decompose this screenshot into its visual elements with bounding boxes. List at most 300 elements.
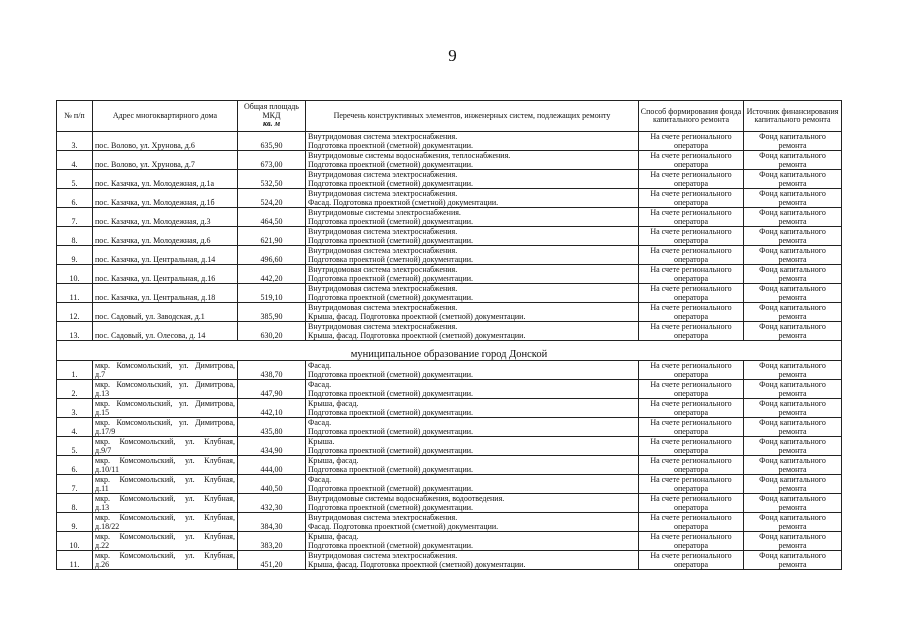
funding-method-cell bbox=[639, 380, 744, 399]
funding-method-line: На счете регионального bbox=[650, 437, 732, 446]
row-works-line: Подготовка проектной (сметной) документации. bbox=[308, 426, 474, 436]
funding-source-line: ремонта bbox=[778, 178, 807, 188]
row-address: пос. Казачка, ул. Молодежная, д.3 bbox=[93, 208, 238, 227]
row-number: 6. bbox=[57, 189, 93, 208]
row-works-line: Фасад. Подготовка проектной (сметной) документации. bbox=[308, 521, 499, 531]
table-row bbox=[57, 513, 842, 532]
funding-method-line: оператора bbox=[673, 540, 709, 550]
table-row bbox=[57, 265, 842, 284]
row-number: 8. bbox=[57, 227, 93, 246]
row-address bbox=[93, 418, 238, 437]
funding-source-line: Фонд капитального bbox=[759, 170, 826, 179]
header-source: Источник финансирования капитального ремонта bbox=[744, 101, 842, 132]
funding-source-line: Фонд капитального bbox=[759, 513, 826, 522]
row-works-line: Подготовка проектной (сметной) документации. bbox=[308, 464, 474, 474]
row-address-line: д.17/9 bbox=[95, 426, 116, 436]
row-address bbox=[93, 513, 238, 532]
funding-method-line: оператора bbox=[673, 502, 709, 512]
table-row bbox=[57, 132, 842, 151]
funding-source-cell bbox=[744, 246, 842, 265]
table-row bbox=[57, 380, 842, 399]
funding-method-line: На счете регионального bbox=[650, 513, 732, 522]
funding-source-line: ремонта bbox=[778, 521, 807, 531]
row-works-line: Подготовка проектной (сметной) документации. bbox=[308, 140, 474, 150]
funding-method-line: На счете регионального bbox=[650, 208, 732, 217]
table-row bbox=[57, 208, 842, 227]
funding-source-line: Фонд капитального bbox=[759, 265, 826, 274]
row-address-line: д.13 bbox=[95, 388, 110, 398]
row-works bbox=[306, 513, 639, 532]
row-address-line: д.26 bbox=[95, 559, 110, 569]
funding-method-line: оператора bbox=[673, 140, 709, 150]
row-works-line: Крыша, фасад. bbox=[308, 399, 359, 408]
row-works-line: Подготовка проектной (сметной) документации. bbox=[308, 445, 474, 455]
funding-method-line: оператора bbox=[673, 159, 709, 169]
table-header bbox=[57, 101, 842, 132]
row-area: 621,90 bbox=[238, 227, 306, 246]
row-works bbox=[306, 227, 639, 246]
row-number: 10. bbox=[57, 265, 93, 284]
funding-method-cell bbox=[639, 227, 744, 246]
row-works-line: Крыша, фасад. bbox=[308, 456, 359, 465]
funding-source-cell bbox=[744, 170, 842, 189]
row-area: 384,30 bbox=[238, 513, 306, 532]
funding-method-line: оператора bbox=[673, 178, 709, 188]
funding-source-line: Фонд капитального bbox=[759, 399, 826, 408]
row-number: 8. bbox=[57, 494, 93, 513]
funding-source-line: ремонта bbox=[778, 426, 807, 436]
section-row bbox=[57, 341, 842, 361]
row-works-line: Фасад. bbox=[308, 380, 332, 389]
row-address-line: мкр. Комсомольский, ул. Клубная, bbox=[95, 532, 235, 541]
row-works-line: Подготовка проектной (сметной) документации. bbox=[308, 178, 474, 188]
row-address bbox=[93, 380, 238, 399]
funding-method-line: На счете регионального bbox=[650, 551, 732, 560]
funding-source-cell bbox=[744, 151, 842, 170]
row-number: 9. bbox=[57, 246, 93, 265]
row-works bbox=[306, 551, 639, 570]
funding-method-line: На счете регионального bbox=[650, 418, 732, 427]
funding-method-cell bbox=[639, 418, 744, 437]
section-title: муниципальное образование город Донской bbox=[57, 341, 842, 361]
row-number: 5. bbox=[57, 437, 93, 456]
funding-source-line: Фонд капитального bbox=[759, 437, 826, 446]
header-works: Перечень конструктивных элементов, инженерных систем, подлежащих ремонту bbox=[306, 101, 639, 132]
row-area: 383,20 bbox=[238, 532, 306, 551]
row-area: 435,80 bbox=[238, 418, 306, 437]
table-row bbox=[57, 303, 842, 322]
row-number: 3. bbox=[57, 399, 93, 418]
funding-source-line: ремонта bbox=[778, 445, 807, 455]
row-number: 9. bbox=[57, 513, 93, 532]
row-address-line: мкр. Комсомольский, ул. Димитрова, bbox=[95, 418, 235, 427]
row-number: 7. bbox=[57, 208, 93, 227]
funding-source-cell bbox=[744, 361, 842, 380]
row-works bbox=[306, 532, 639, 551]
funding-method-cell bbox=[639, 322, 744, 341]
funding-source-line: ремонта bbox=[778, 292, 807, 302]
row-works-line: Подготовка проектной (сметной) документации. bbox=[308, 407, 474, 417]
header-method: Способ формирования фонда капитального ремонта bbox=[639, 101, 744, 132]
table-body bbox=[57, 132, 842, 570]
funding-source-cell bbox=[744, 284, 842, 303]
funding-source-line: ремонта bbox=[778, 273, 807, 283]
row-number: 10. bbox=[57, 532, 93, 551]
row-address: пос. Казачка, ул. Молодежная, д.6 bbox=[93, 227, 238, 246]
row-works-line: Подготовка проектной (сметной) документации. bbox=[308, 502, 474, 512]
table-row bbox=[57, 361, 842, 380]
row-works-line: Подготовка проектной (сметной) документации. bbox=[308, 216, 474, 226]
funding-source-line: ремонта bbox=[778, 559, 807, 569]
row-address-line: мкр. Комсомольский, ул. Клубная, bbox=[95, 551, 235, 560]
table-row bbox=[57, 399, 842, 418]
repair-program-table bbox=[56, 100, 842, 570]
row-works bbox=[306, 361, 639, 380]
funding-method-line: оператора bbox=[673, 426, 709, 436]
table-row bbox=[57, 151, 842, 170]
row-address-line: д.13 bbox=[95, 502, 110, 512]
row-works-line: Крыша, фасад. Подготовка проектной (сметной) документации. bbox=[308, 559, 526, 569]
row-address-line: д.22 bbox=[95, 540, 110, 550]
row-address bbox=[93, 551, 238, 570]
row-works-line: Внутридомовые системы водоснабжения, водоотведения. bbox=[308, 494, 505, 503]
funding-source-line: Фонд капитального bbox=[759, 380, 826, 389]
funding-method-line: оператора bbox=[673, 521, 709, 531]
funding-method-line: На счете регионального bbox=[650, 322, 732, 331]
funding-method-line: оператора bbox=[673, 330, 709, 340]
funding-source-line: Фонд капитального bbox=[759, 284, 826, 293]
row-area: 519,10 bbox=[238, 284, 306, 303]
row-address bbox=[93, 437, 238, 456]
row-address: пос. Казачка, ул. Молодежная, д.1б bbox=[93, 189, 238, 208]
funding-source-line: Фонд капитального bbox=[759, 494, 826, 503]
funding-method-line: На счете регионального bbox=[650, 170, 732, 179]
row-works-line: Подготовка проектной (сметной) документации. bbox=[308, 292, 474, 302]
row-works-line: Подготовка проектной (сметной) документации. bbox=[308, 388, 474, 398]
funding-method-line: оператора bbox=[673, 216, 709, 226]
row-works-line: Фасад. bbox=[308, 475, 332, 484]
funding-source-line: Фонд капитального bbox=[759, 227, 826, 236]
row-works-line: Внутридомовая система электроснабжения. bbox=[308, 551, 458, 560]
page-number: 9 bbox=[448, 46, 457, 65]
row-works-line: Внутридомовая система электроснабжения. bbox=[308, 189, 458, 198]
funding-source-cell bbox=[744, 227, 842, 246]
funding-method-line: На счете регионального bbox=[650, 399, 732, 408]
row-works bbox=[306, 170, 639, 189]
funding-method-cell bbox=[639, 246, 744, 265]
row-works bbox=[306, 189, 639, 208]
row-address-line: мкр. Комсомольский, ул. Клубная, bbox=[95, 475, 235, 484]
funding-source-cell bbox=[744, 322, 842, 341]
funding-method-cell bbox=[639, 208, 744, 227]
funding-method-line: На счете регионального bbox=[650, 494, 732, 503]
row-area: 630,20 bbox=[238, 322, 306, 341]
row-area: 444,00 bbox=[238, 456, 306, 475]
row-area: 673,00 bbox=[238, 151, 306, 170]
funding-source-cell bbox=[744, 303, 842, 322]
row-works bbox=[306, 246, 639, 265]
row-works bbox=[306, 456, 639, 475]
row-works-line: Внутридомовая система электроснабжения. bbox=[308, 132, 458, 141]
row-works-line: Подготовка проектной (сметной) документации. bbox=[308, 540, 474, 550]
header-area-unit: кв. м bbox=[262, 119, 281, 129]
funding-method-line: На счете регионального bbox=[650, 284, 732, 293]
funding-method-cell bbox=[639, 456, 744, 475]
row-works bbox=[306, 151, 639, 170]
header-area bbox=[238, 101, 306, 132]
funding-method-cell bbox=[639, 494, 744, 513]
funding-method-line: оператора bbox=[673, 388, 709, 398]
row-works-line: Внутридомовая система электроснабжения. bbox=[308, 246, 458, 255]
row-works-line: Подготовка проектной (сметной) документации. bbox=[308, 254, 474, 264]
row-works bbox=[306, 265, 639, 284]
row-address-line: д.11 bbox=[95, 483, 109, 493]
funding-method-line: оператора bbox=[673, 369, 709, 379]
funding-method-line: оператора bbox=[673, 445, 709, 455]
row-address-line: мкр. Комсомольский, ул. Клубная, bbox=[95, 437, 235, 446]
row-address bbox=[93, 475, 238, 494]
funding-method-cell bbox=[639, 132, 744, 151]
row-area: 464,50 bbox=[238, 208, 306, 227]
funding-method-cell bbox=[639, 170, 744, 189]
row-address: пос. Казачка, ул. Центральная, д.18 bbox=[93, 284, 238, 303]
funding-source-cell bbox=[744, 399, 842, 418]
row-address: пос. Казачка, ул. Центральная, д.16 bbox=[93, 265, 238, 284]
funding-method-cell bbox=[639, 475, 744, 494]
row-works-line: Фасад. bbox=[308, 361, 332, 370]
funding-method-line: оператора bbox=[673, 292, 709, 302]
funding-method-line: оператора bbox=[673, 197, 709, 207]
row-number: 11. bbox=[57, 284, 93, 303]
funding-source-line: Фонд капитального bbox=[759, 551, 826, 560]
row-address bbox=[93, 456, 238, 475]
row-works bbox=[306, 380, 639, 399]
funding-source-cell bbox=[744, 494, 842, 513]
funding-method-line: оператора bbox=[673, 235, 709, 245]
row-address-line: мкр. Комсомольский, ул. Клубная, bbox=[95, 513, 235, 522]
row-works bbox=[306, 322, 639, 341]
table-row bbox=[57, 437, 842, 456]
row-number: 12. bbox=[57, 303, 93, 322]
funding-method-cell bbox=[639, 513, 744, 532]
funding-method-cell bbox=[639, 189, 744, 208]
row-works-line: Крыша, фасад. Подготовка проектной (сметной) документации. bbox=[308, 311, 526, 321]
funding-method-line: оператора bbox=[673, 464, 709, 474]
row-works-line: Внутридомовая система электроснабжения. bbox=[308, 265, 458, 274]
row-address bbox=[93, 361, 238, 380]
funding-method-cell bbox=[639, 151, 744, 170]
funding-source-cell bbox=[744, 456, 842, 475]
row-address bbox=[93, 399, 238, 418]
row-works-line: Внутридомовые системы электроснабжения. bbox=[308, 208, 461, 217]
row-area: 434,90 bbox=[238, 437, 306, 456]
row-works-line: Внутридомовая система электроснабжения. bbox=[308, 513, 458, 522]
funding-method-line: На счете регионального bbox=[650, 361, 732, 370]
table-row bbox=[57, 322, 842, 341]
funding-method-cell bbox=[639, 437, 744, 456]
header-area-label: Общая площадь МКД bbox=[244, 102, 299, 120]
row-works bbox=[306, 494, 639, 513]
row-address-line: мкр. Комсомольский, ул. Клубная, bbox=[95, 456, 235, 465]
table-row bbox=[57, 418, 842, 437]
funding-source-line: ремонта bbox=[778, 483, 807, 493]
row-number: 2. bbox=[57, 380, 93, 399]
funding-source-cell bbox=[744, 513, 842, 532]
row-area: 532,50 bbox=[238, 170, 306, 189]
row-number: 6. bbox=[57, 456, 93, 475]
funding-method-line: На счете регионального bbox=[650, 227, 732, 236]
row-works bbox=[306, 132, 639, 151]
row-works-line: Подготовка проектной (сметной) документации. bbox=[308, 235, 474, 245]
funding-source-line: Фонд капитального bbox=[759, 132, 826, 141]
row-works-line: Внутридомовая система электроснабжения. bbox=[308, 170, 458, 179]
row-works-line: Внутридомовая система электроснабжения. bbox=[308, 284, 458, 293]
row-address-line: мкр. Комсомольский, ул. Клубная, bbox=[95, 494, 235, 503]
row-works bbox=[306, 418, 639, 437]
funding-source-cell bbox=[744, 208, 842, 227]
funding-source-line: ремонта bbox=[778, 407, 807, 417]
row-address bbox=[93, 532, 238, 551]
funding-source-line: ремонта bbox=[778, 388, 807, 398]
row-area: 524,20 bbox=[238, 189, 306, 208]
funding-method-line: На счете регионального bbox=[650, 380, 732, 389]
row-address: пос. Садовый, ул. Олесова, д. 14 bbox=[93, 322, 238, 341]
funding-source-line: Фонд капитального bbox=[759, 456, 826, 465]
funding-source-line: ремонта bbox=[778, 140, 807, 150]
funding-method-line: На счете регионального bbox=[650, 246, 732, 255]
row-address: пос. Казачка, ул. Центральная, д.14 bbox=[93, 246, 238, 265]
row-area: 496,60 bbox=[238, 246, 306, 265]
table-row bbox=[57, 456, 842, 475]
funding-source-line: Фонд капитального bbox=[759, 532, 826, 541]
funding-source-line: ремонта bbox=[778, 540, 807, 550]
funding-method-cell bbox=[639, 361, 744, 380]
row-address-line: д.18/22 bbox=[95, 521, 120, 531]
table-row bbox=[57, 189, 842, 208]
row-address: пос. Волово, ул. Хрунова, д.6 bbox=[93, 132, 238, 151]
row-area: 442,20 bbox=[238, 265, 306, 284]
funding-source-line: Фонд капитального bbox=[759, 322, 826, 331]
funding-method-line: На счете регионального bbox=[650, 475, 732, 484]
funding-method-line: оператора bbox=[673, 273, 709, 283]
funding-method-line: оператора bbox=[673, 407, 709, 417]
funding-source-line: ремонта bbox=[778, 159, 807, 169]
row-works-line: Фасад. Подготовка проектной (сметной) документации. bbox=[308, 197, 499, 207]
row-works bbox=[306, 399, 639, 418]
row-address-line: д.7 bbox=[95, 369, 106, 379]
row-address bbox=[93, 494, 238, 513]
row-address: пос. Волово, ул. Хрунова, д.7 bbox=[93, 151, 238, 170]
funding-source-line: Фонд капитального bbox=[759, 208, 826, 217]
row-area: 438,70 bbox=[238, 361, 306, 380]
row-works bbox=[306, 208, 639, 227]
funding-method-line: оператора bbox=[673, 254, 709, 264]
row-address: пос. Казачка, ул. Молодежная, д.1а bbox=[93, 170, 238, 189]
header-address: Адрес многоквартирного дома bbox=[93, 101, 238, 132]
row-works bbox=[306, 284, 639, 303]
table-row bbox=[57, 284, 842, 303]
funding-source-line: Фонд капитального bbox=[759, 361, 826, 370]
funding-method-line: На счете регионального bbox=[650, 532, 732, 541]
row-area: 451,20 bbox=[238, 551, 306, 570]
header-num: № п/п bbox=[57, 101, 93, 132]
funding-source-line: Фонд капитального bbox=[759, 189, 826, 198]
row-area: 635,90 bbox=[238, 132, 306, 151]
row-works bbox=[306, 437, 639, 456]
funding-source-line: Фонд капитального bbox=[759, 418, 826, 427]
row-works-line: Подготовка проектной (сметной) документации. bbox=[308, 483, 474, 493]
funding-source-cell bbox=[744, 437, 842, 456]
funding-source-line: ремонта bbox=[778, 502, 807, 512]
row-number: 7. bbox=[57, 475, 93, 494]
funding-source-line: Фонд капитального bbox=[759, 475, 826, 484]
table-row bbox=[57, 246, 842, 265]
funding-method-line: На счете регионального bbox=[650, 151, 732, 160]
funding-source-line: Фонд капитального bbox=[759, 246, 826, 255]
row-number: 5. bbox=[57, 170, 93, 189]
funding-method-line: На счете регионального bbox=[650, 189, 732, 198]
row-area: 385,90 bbox=[238, 303, 306, 322]
table-row bbox=[57, 170, 842, 189]
funding-source-line: ремонта bbox=[778, 197, 807, 207]
funding-source-line: ремонта bbox=[778, 330, 807, 340]
row-address-line: д.15 bbox=[95, 407, 110, 417]
row-number: 11. bbox=[57, 551, 93, 570]
funding-method-cell bbox=[639, 399, 744, 418]
funding-source-line: ремонта bbox=[778, 311, 807, 321]
row-address-line: мкр. Комсомольский, ул. Димитрова, bbox=[95, 380, 235, 389]
funding-source-line: ремонта bbox=[778, 254, 807, 264]
row-area: 432,30 bbox=[238, 494, 306, 513]
row-address-line: д.9/7 bbox=[95, 445, 112, 455]
funding-method-cell bbox=[639, 265, 744, 284]
row-works-line: Внутридомовые системы водоснабжения, теплоснабжения. bbox=[308, 151, 511, 160]
row-number: 4. bbox=[57, 151, 93, 170]
funding-source-cell bbox=[744, 418, 842, 437]
table-row bbox=[57, 551, 842, 570]
funding-method-line: На счете регионального bbox=[650, 132, 732, 141]
funding-source-cell bbox=[744, 132, 842, 151]
row-address: пос. Садовый, ул. Заводская, д.1 bbox=[93, 303, 238, 322]
funding-method-cell bbox=[639, 284, 744, 303]
row-number: 13. bbox=[57, 322, 93, 341]
table-row bbox=[57, 532, 842, 551]
row-works bbox=[306, 303, 639, 322]
funding-method-line: На счете регионального bbox=[650, 456, 732, 465]
funding-source-line: ремонта bbox=[778, 235, 807, 245]
row-number: 3. bbox=[57, 132, 93, 151]
row-address-line: мкр. Комсомольский, ул. Димитрова, bbox=[95, 399, 235, 408]
funding-method-line: оператора bbox=[673, 483, 709, 493]
funding-source-cell bbox=[744, 532, 842, 551]
funding-source-cell bbox=[744, 189, 842, 208]
row-works-line: Внутридомовая система электроснабжения. bbox=[308, 227, 458, 236]
funding-source-cell bbox=[744, 380, 842, 399]
table-row bbox=[57, 227, 842, 246]
row-works-line: Крыша. bbox=[308, 437, 335, 446]
funding-source-cell bbox=[744, 551, 842, 570]
funding-source-line: Фонд капитального bbox=[759, 303, 826, 312]
funding-source-line: ремонта bbox=[778, 216, 807, 226]
funding-source-line: ремонта bbox=[778, 464, 807, 474]
row-works-line: Подготовка проектной (сметной) документации. bbox=[308, 159, 474, 169]
table-row bbox=[57, 494, 842, 513]
row-works-line: Подготовка проектной (сметной) документации. bbox=[308, 273, 474, 283]
funding-method-cell bbox=[639, 303, 744, 322]
funding-method-line: оператора bbox=[673, 559, 709, 569]
row-area: 440,50 bbox=[238, 475, 306, 494]
funding-source-line: ремонта bbox=[778, 369, 807, 379]
